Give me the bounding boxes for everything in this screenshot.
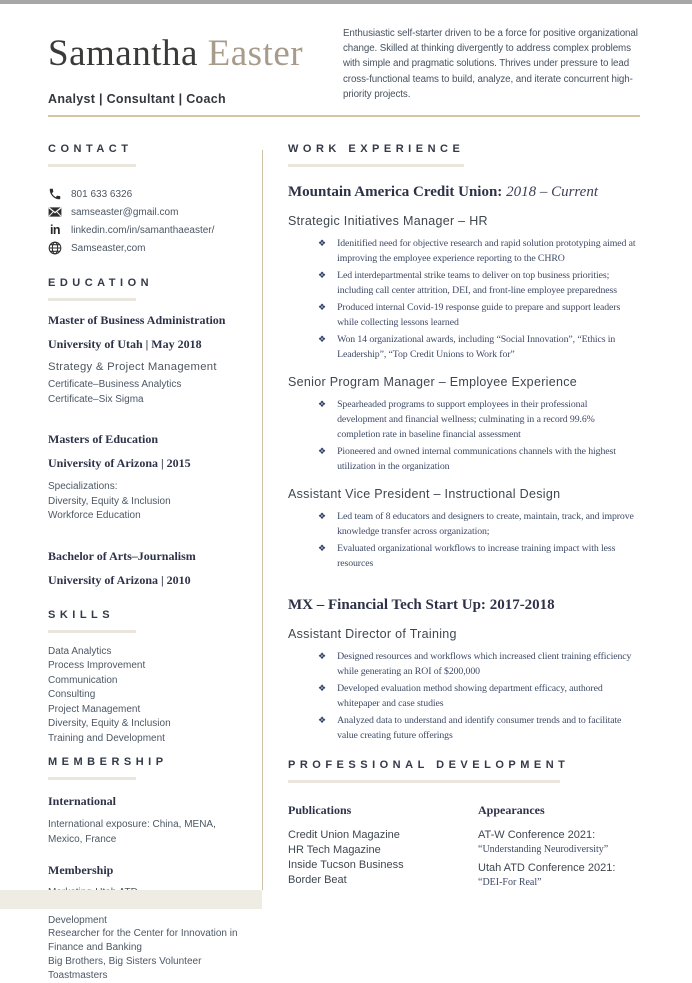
- diamond-bullet-icon: ❖: [318, 651, 327, 661]
- publication-item: Border Beat: [288, 874, 347, 886]
- education-detail: Certificate–Business Analytics: [48, 379, 182, 390]
- contact-text: samseaster@gmail.com: [71, 206, 179, 218]
- work-experience-list: [288, 184, 640, 743]
- bullet-item: [318, 509, 640, 539]
- bullet-list: [288, 509, 640, 571]
- membership-line: Researcher for the Center for Innovation in Finance and Banking: [48, 928, 238, 954]
- membership-line: Toastmasters: [48, 969, 108, 981]
- bullet-text: Evaluated organizational workflows to increase training impact with less resources: [337, 543, 616, 569]
- first-name: Samantha: [48, 33, 198, 74]
- email-icon: [48, 205, 62, 219]
- membership-heading-rule: [48, 777, 136, 780]
- role-title: Senior Program Manager – Employee Experience: [288, 375, 578, 389]
- skill-item: Data Analytics: [48, 645, 112, 657]
- contact-heading-rule: [48, 164, 136, 167]
- contact-heading: CONTACT: [48, 143, 133, 155]
- footer-strip: [0, 890, 262, 909]
- diamond-bullet-icon: ❖: [318, 715, 327, 725]
- diamond-bullet-icon: ❖: [318, 446, 327, 456]
- last-name: Easter: [207, 33, 304, 74]
- education-list: [48, 313, 262, 588]
- membership-group-title: Membership: [48, 863, 114, 877]
- contact-text: Samseaster,com: [71, 242, 146, 254]
- skill-item: Project Management: [48, 703, 141, 715]
- degree-name: Master of Business Administration: [48, 313, 226, 327]
- membership-groups: [48, 794, 262, 983]
- bullet-text: Idenitified need for objective research and rapid solution prototyping aimed at improving the employee experience reporting to the CHRO: [337, 238, 636, 264]
- work-experience-heading: WORK EXPERIENCE: [288, 143, 465, 155]
- company-dates: 2017-2018: [489, 597, 555, 613]
- professional-development-rule: [288, 780, 560, 783]
- bullet-item: [318, 268, 640, 298]
- education-heading-rule: [48, 298, 136, 301]
- education-entry: [48, 432, 262, 524]
- skill-item: Diversity, Equity & Inclusion: [48, 718, 171, 729]
- appearances-column: [478, 803, 615, 894]
- diamond-bullet-icon: ❖: [318, 334, 327, 344]
- school-name: University of Arizona | 2015: [48, 456, 191, 470]
- bullet-item: [318, 332, 640, 362]
- membership-group-title: International: [48, 794, 117, 808]
- header-divider: [48, 115, 640, 117]
- company-name: [288, 597, 640, 614]
- company-label: MX – Financial Tech Start Up:: [288, 597, 490, 613]
- contact-text: linkedin.com/in/samanthaeaster/: [71, 224, 215, 236]
- contact-item: [48, 187, 262, 201]
- contact-text: 801 633 6326: [71, 188, 133, 200]
- skills-list: [48, 645, 262, 747]
- appearance-talk: “DEI-For Real”: [478, 877, 542, 888]
- right-column: [288, 143, 640, 983]
- bullet-list: [288, 236, 640, 362]
- bullet-text: Pioneered and owned internal communications channels with the highest utilization in the organization: [337, 446, 616, 472]
- diamond-bullet-icon: ❖: [318, 270, 327, 280]
- bullet-text: Developed evaluation method showing department efficacy, authored whitepaper and case studies: [337, 683, 603, 709]
- publication-item: Inside Tucson Business: [288, 859, 404, 871]
- company-label: Mountain America Credit Union:: [288, 184, 507, 200]
- bullet-item: [318, 541, 640, 571]
- bullet-item: [318, 649, 640, 679]
- bullet-item: [318, 236, 640, 266]
- bullet-text: Analyzed data to understand and identify consumer trends and to facilitate value creating future offerings: [337, 715, 622, 741]
- skill-item: Consulting: [48, 689, 96, 700]
- contact-section: [48, 143, 262, 255]
- education-entry: [48, 549, 262, 588]
- skill-item: Communication: [48, 674, 118, 686]
- header: [0, 4, 692, 109]
- tagline: Analyst | Consultant | Coach: [48, 92, 226, 106]
- bullet-text: Led interdepartmental strike teams to deliver on top business priorities; including call center attrition, DEI, and front-line employee preparedness: [337, 270, 617, 296]
- linkedin-icon: in: [49, 223, 61, 237]
- skill-item: Training and Development: [48, 732, 165, 744]
- bullet-item: [318, 681, 640, 711]
- education-section: [48, 277, 262, 588]
- skills-heading: SKILLS: [48, 608, 115, 621]
- publication-item: HR Tech Magazine: [288, 844, 381, 856]
- summary-paragraph: Enthusiastic self-starter driven to be a force for positive organizational change. Skilled at thinking divergently to address complex problems with simple and pragmatic solutions. Thrives under pressure to lead cross-functional teams to build, analyze, and iterate concurrent high-priority projects.: [343, 28, 638, 100]
- appearance-event: Utah ATD Conference 2021:: [478, 862, 616, 874]
- degree-emphasis: Strategy & Project Management: [48, 361, 217, 373]
- column-divider: [262, 150, 263, 890]
- body-columns: [0, 143, 692, 983]
- education-entry: [48, 313, 262, 407]
- contact-item: [48, 223, 262, 237]
- company-name: [288, 184, 640, 201]
- school-name: University of Arizona | 2010: [48, 572, 191, 587]
- membership-line: International exposure: China, MENA, Mexico, France: [48, 819, 216, 845]
- membership-line: Big Brothers, Big Sisters Volunteer: [48, 955, 202, 967]
- skills-section: [48, 609, 262, 747]
- diamond-bullet-icon: ❖: [318, 302, 327, 312]
- bullet-text: Produced internal Covid-19 response guide to prepare and support leaders while collecting lessons learned: [337, 302, 621, 328]
- role-title: Assistant Director of Training: [288, 627, 457, 641]
- education-heading: EDUCATION: [48, 277, 154, 289]
- professional-development-columns: [288, 803, 640, 894]
- degree-name: Masters of Education: [48, 432, 158, 446]
- education-detail: Certificate–Six Sigma: [48, 393, 144, 405]
- bullet-list: [288, 649, 640, 743]
- bullet-item: [318, 444, 640, 474]
- bullet-item: [318, 397, 640, 442]
- education-detail: Specializations:: [48, 481, 118, 492]
- publications-list: [288, 828, 478, 888]
- appearances-list: [478, 828, 615, 890]
- bullet-text: Led team of 8 educators and designers to create, maintain, track, and improve knowledge transfer across organization;: [337, 511, 634, 537]
- bullet-item: [318, 713, 640, 743]
- bullet-item: [318, 300, 640, 330]
- membership-group: [48, 794, 262, 847]
- publication-item: Credit Union Magazine: [288, 829, 400, 841]
- bullet-text: Designed resources and workflows which increased client training efficiency while generating an ROI of $200,000: [337, 651, 632, 677]
- appearances-title: Appearances: [478, 803, 545, 817]
- publications-column: [288, 803, 478, 894]
- contact-list: [48, 187, 262, 255]
- left-column: [0, 143, 262, 983]
- company-block: [288, 597, 640, 743]
- company-dates: 2018 – Current: [506, 184, 599, 200]
- membership-line: Development: [48, 914, 107, 926]
- page-title: [48, 32, 303, 75]
- publications-title: Publications: [288, 803, 352, 817]
- contact-item: [48, 205, 262, 219]
- professional-development-heading: PROFESSIONAL DEVELOPMENT: [288, 759, 570, 771]
- bullet-text: Won 14 organizational awards, including “Social Innovation”, “Ethics in Leadership”, “Top Credit Unions to Work for”: [337, 334, 616, 360]
- appearance-event: AT-W Conference 2021:: [478, 829, 596, 841]
- contact-item: [48, 241, 262, 255]
- membership-group: [48, 863, 262, 983]
- degree-name: Bachelor of Arts–Journalism: [48, 548, 196, 563]
- phone-icon: [48, 187, 62, 201]
- appearance-talk: “Understanding Neurodiversity”: [478, 844, 609, 855]
- globe-icon: [48, 241, 62, 255]
- skill-item: Process Improvement: [48, 660, 146, 671]
- company-block: [288, 184, 640, 571]
- education-detail: Diversity, Equity & Inclusion: [48, 495, 171, 507]
- diamond-bullet-icon: ❖: [318, 238, 327, 248]
- professional-development-section: [288, 759, 640, 894]
- membership-heading: MEMBERSHIP: [48, 756, 168, 768]
- diamond-bullet-icon: ❖: [318, 399, 327, 409]
- diamond-bullet-icon: ❖: [318, 683, 327, 693]
- education-detail: Workforce Education: [48, 510, 141, 521]
- school-name: University of Utah | May 2018: [48, 337, 202, 351]
- work-heading-rule: [288, 164, 464, 167]
- work-experience-section: [288, 143, 640, 743]
- skills-heading-rule: [48, 630, 136, 633]
- bullet-list: [288, 397, 640, 474]
- role-title: Assistant Vice President – Instructional Design: [288, 487, 561, 501]
- role-title: Strategic Initiatives Manager – HR: [288, 214, 488, 228]
- diamond-bullet-icon: ❖: [318, 543, 327, 553]
- diamond-bullet-icon: ❖: [318, 511, 327, 521]
- membership-section: [48, 756, 262, 983]
- bullet-text: Spearheaded programs to support employees in their professional development and financial wellness; culminating in a record 99.6% completion rate in baseline financial assessment: [337, 399, 595, 440]
- header-left: [48, 20, 303, 109]
